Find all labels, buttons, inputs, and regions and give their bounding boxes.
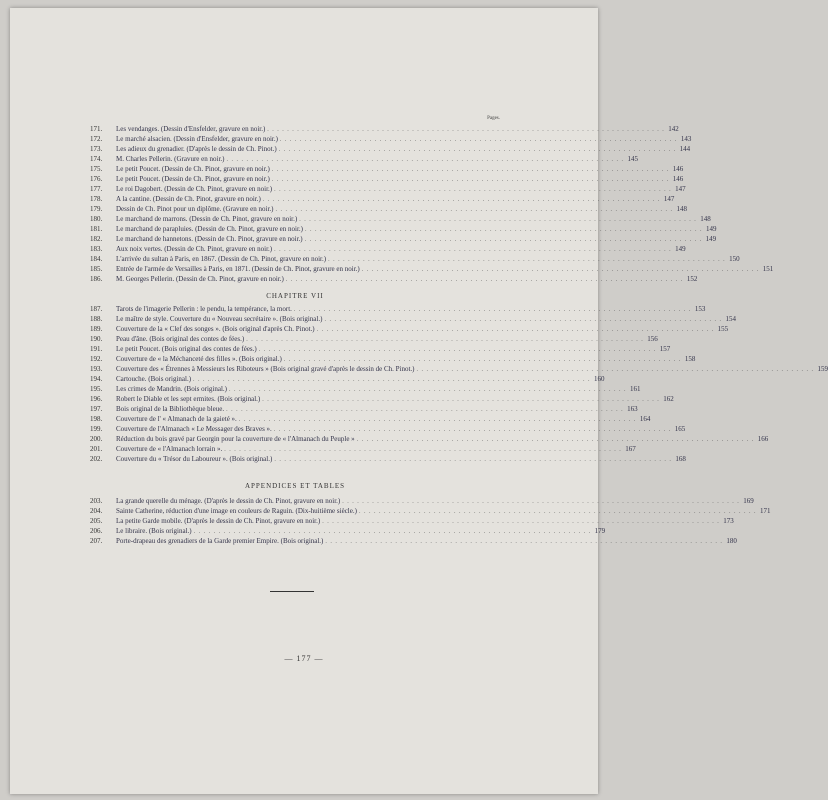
toc-entry — [90, 404, 638, 414]
dot-leader: . . . . . . . . . . . . . . . . . . . . . . . . . . . . . . . . . . . . . . . . . . . . . . . . . . . . . . . . . . . . . . . . . . . . . . . . . . . . . . . . — [271, 167, 670, 173]
dot-leader: . . . . . . . . . . . . . . . . . . . . . . . . . . . . . . . . . . . . . . . . . . . . . . . . . . . . . . . . . . . . . . . . . . . . . . . . . . . . . . . . — [361, 267, 760, 273]
entry-number: 180. — [90, 215, 103, 223]
entry-page-number: 143 — [680, 135, 692, 143]
dot-leader: . . . . . . . . . . . . . . . . . . . . . . . . . . . . . . . . . . . . . . . . . . . . . . . . . . . . . . . . . . . . . . . . . . . . . . . . . . . . . . . . — [246, 337, 644, 343]
dot-leader: . . . . . . . . . . . . . . . . . . . . . . . . . . . . . . . . . . . . . . . . . . . . . . . . . . . . . . . . . . . . . . . . . . . . . . . . . . . . . . . . — [283, 357, 682, 363]
section-chapter-vi-continued — [90, 124, 774, 284]
dot-leader: . . . . . . . . . . . . . . . . . . . . . . . . . . . . . . . . . . . . . . . . . . . . . . . . . . . . . . . . . . . . . . . . . . . . . . . . . . . . . . . . — [293, 307, 692, 313]
entry-page-number: 173 — [723, 517, 734, 525]
entry-page-number: 165 — [674, 425, 686, 433]
toc-entry — [90, 164, 684, 174]
entry-page-number: 154 — [725, 315, 736, 323]
entry-number: 203. — [90, 497, 103, 505]
entry-title: Le libraire. (Bois original.) — [116, 527, 192, 535]
entry-title: Couverture de « la Méchanceté des filles ». (Bois original.) — [116, 355, 282, 363]
entry-title: Le petit Poucet. (Dessin de Ch. Pinot, gravure en noir.) — [116, 175, 270, 183]
pages-column-label: Pages. — [487, 116, 500, 121]
entry-page-number: 148 — [700, 215, 711, 223]
dot-leader: . . . . . . . . . . . . . . . . . . . . . . . . . . . . . . . . . . . . . . . . . . . . . . . . . . . . . . . . . . . . . . . . . . . . . . . . . . . . . . . . — [258, 347, 657, 353]
dot-leader: . . . . . . . . . . . . . . . . . . . . . . . . . . . . . . . . . . . . . . . . . . . . . . . . . . . . . . . . . . . . . . . . . . . . . . . . . . . . . . . . — [274, 247, 672, 253]
dot-leader: . . . . . . . . . . . . . . . . . . . . . . . . . . . . . . . . . . . . . . . . . . . . . . . . . . . . . . . . . . . . . . . . . . . . . . . . . . . . . . . . — [316, 327, 715, 333]
entry-number: 197. — [90, 405, 103, 413]
entry-title: Couverture de l' « Almanach de la gaieté ». — [116, 415, 237, 423]
book-page — [10, 8, 828, 794]
toc-entry — [90, 234, 717, 244]
toc-entry — [90, 374, 605, 384]
entry-title: Le petit Poucet. (Bois original des contes de fées.) — [116, 345, 257, 353]
entry-page-number: 146 — [672, 175, 684, 183]
entry-page-number: 149 — [706, 225, 717, 233]
dot-leader: . . . . . . . . . . . . . . . . . . . . . . . . . . . . . . . . . . . . . . . . . . . . . . . . . . . . . . . . . . . . . . . . . . . . . . . . . . . . . . . . — [324, 317, 722, 323]
entry-number: 205. — [90, 517, 103, 525]
entry-title: Le marchand de parapluies. (Dessin de Ch. Pinot, gravure en noir.) — [116, 225, 304, 233]
entry-number: 188. — [90, 315, 103, 323]
toc-entry — [90, 444, 636, 454]
dot-leader: . . . . . . . . . . . . . . . . . . . . . . . . . . . . . . . . . . . . . . . . . . . . . . . . . . . . . . . . . . . . . . . . . . . . . . . . . . . . . . . . — [229, 387, 627, 393]
entry-title: Les adieux du grenadier. (D'après le dessin de Ch. Pinot.) — [116, 145, 277, 153]
dot-leader: . . . . . . . . . . . . . . . . . . . . . . . . . . . . . . . . . . . . . . . . . . . . . . . . . . . . . . . . . . . . . . . . . . . . . . . . . . . . . . . . — [322, 519, 720, 525]
toc-entry — [90, 174, 684, 184]
toc-entry — [90, 184, 686, 194]
entry-title: Les crimes de Mandrin. (Bois original.) — [116, 385, 228, 393]
dot-leader: . . . . . . . . . . . . . . . . . . . . . . . . . . . . . . . . . . . . . . . . . . . . . . . . . . . . . . . . . . . . . . . . . . . . . . . . . . . . . . . . — [226, 407, 624, 413]
entry-title: Couverture de « l'Almanach lorrain ». — [116, 445, 223, 453]
entry-number: 201. — [90, 445, 103, 453]
toc-entry — [90, 334, 658, 344]
entry-number: 172. — [90, 135, 103, 143]
entry-title: Sainte Catherine, réduction d'une image en couleurs de Raguin. (Dix-huitième siècle.) — [116, 507, 357, 515]
dot-leader: . . . . . . . . . . . . . . . . . . . . . . . . . . . . . . . . . . . . . . . . . . . . . . . . . . . . . . . . . . . . . . . . . . . . . . . . . . . . . . . . — [271, 177, 670, 183]
entry-title: La petite Garde mobile. (D'après le dessin de Ch. Pinot, gravure en noir.) — [116, 517, 321, 525]
dot-leader: . . . . . . . . . . . . . . . . . . . . . . . . . . . . . . . . . . . . . . . . . . . . . . . . . . . . . . . . . . . . . . . . . . . . . . . . . . . . . . . . — [267, 127, 665, 133]
entry-page-number: 153 — [694, 305, 706, 313]
entry-number: 184. — [90, 255, 103, 263]
dot-leader: . . . . . . . . . . . . . . . . . . . . . . . . . . . . . . . . . . . . . . . . . . . . . . . . . . . . . . . . . . . . . . . . . . . . . . . . . . . . . . . . — [275, 207, 673, 213]
toc-entry — [90, 304, 706, 314]
entry-page-number: 150 — [729, 255, 740, 263]
entry-number: 173. — [90, 145, 103, 153]
entry-title: M. Georges Pellerin. (Dessin de Ch. Pinot, gravure en noir.) — [116, 275, 284, 283]
entry-number: 185. — [90, 265, 103, 273]
entry-page-number: 145 — [627, 155, 638, 163]
entry-number: 182. — [90, 235, 103, 243]
entry-page-number: 156 — [647, 335, 658, 343]
dot-leader: . . . . . . . . . . . . . . . . . . . . . . . . . . . . . . . . . . . . . . . . . . . . . . . . . . . . . . . . . . . . . . . . . . . . . . . . . . . . . . . . — [325, 539, 723, 545]
entry-title: Peau d'âne. (Bois original des contes de fées.) — [116, 335, 245, 343]
entry-page-number: 166 — [757, 435, 769, 443]
entry-title: Le maître de style. Couverture du « Nouveau secrétaire ». (Bois original.) — [116, 315, 323, 323]
entry-page-number: 160 — [594, 375, 605, 383]
entry-page-number: 151 — [762, 265, 774, 273]
toc-entry — [90, 144, 691, 154]
entry-number: 204. — [90, 507, 103, 515]
entry-number: 174. — [90, 155, 103, 163]
entry-title: L'arrivée du sultan à Paris, en 1867. (Dessin de Ch. Pinot, gravure en noir.) — [116, 255, 327, 263]
toc-entry — [90, 254, 740, 264]
entry-page-number: 158 — [684, 355, 696, 363]
entry-title: Couverture du « Trésor du Laboureur ». (Bois original.) — [116, 455, 273, 463]
toc-entry — [90, 204, 687, 214]
separator-rule — [270, 591, 314, 592]
entry-page-number: 155 — [717, 325, 729, 333]
toc-entry — [90, 214, 711, 224]
entry-number: 199. — [90, 425, 103, 433]
entry-number: 196. — [90, 395, 103, 403]
dot-leader: . . . . . . . . . . . . . . . . . . . . . . . . . . . . . . . . . . . . . . . . . . . . . . . . . . . . . . . . . . . . . . . . . . . . . . . . . . . . . . . . — [285, 277, 684, 283]
entry-title: Dessin de Ch. Pinot pour un diplôme. (Gravure en noir.) — [116, 205, 274, 213]
entry-number: 179. — [90, 205, 103, 213]
toc-entry — [90, 506, 771, 516]
toc-entry — [90, 244, 686, 254]
dot-leader: . . . . . . . . . . . . . . . . . . . . . . . . . . . . . . . . . . . . . . . . . . . . . . . . . . . . . . . . . . . . . . . . . . . . . . . . . . . . . . . . — [274, 187, 672, 193]
dot-leader: . . . . . . . . . . . . . . . . . . . . . . . . . . . . . . . . . . . . . . . . . . . . . . . . . . . . . . . . . . . . . . . . . . . . . . . . . . . . . . . . — [226, 157, 624, 163]
entry-number: 206. — [90, 527, 103, 535]
dot-leader: . . . . . . . . . . . . . . . . . . . . . . . . . . . . . . . . . . . . . . . . . . . . . . . . . . . . . . . . . . . . . . . . . . . . . . . . . . . . . . . . — [193, 529, 592, 535]
toc-entry — [90, 224, 717, 234]
entry-title: Couverture de l'Almanach « Le Messager des Braves ». — [116, 425, 272, 433]
entry-page-number: 162 — [663, 395, 674, 403]
toc-entry — [90, 154, 638, 164]
entry-page-number: 152 — [686, 275, 698, 283]
toc-entry — [90, 134, 692, 144]
toc-entry — [90, 354, 696, 364]
entry-number: 191. — [90, 345, 103, 353]
entry-title: Le marché alsacien. (Dessin d'Ensfelder, gravure en noir.) — [116, 135, 278, 143]
entry-page-number: 159 — [817, 365, 828, 373]
entry-page-number: 142 — [668, 125, 679, 133]
entry-page-number: 171 — [759, 507, 771, 515]
entry-number: 200. — [90, 435, 103, 443]
entry-number: 176. — [90, 175, 103, 183]
entry-title: Les vendanges. (Dessin d'Ensfelder, gravure en noir.) — [116, 125, 266, 133]
toc-entry — [90, 324, 729, 334]
toc-entry — [90, 526, 606, 536]
entry-number: 175. — [90, 165, 103, 173]
dot-leader: . . . . . . . . . . . . . . . . . . . . . . . . . . . . . . . . . . . . . . . . . . . . . . . . . . . . . . . . . . . . . . . . . . . . . . . . . . . . . . . . — [193, 377, 591, 383]
dot-leader: . . . . . . . . . . . . . . . . . . . . . . . . . . . . . . . . . . . . . . . . . . . . . . . . . . . . . . . . . . . . . . . . . . . . . . . . . . . . . . . . — [416, 367, 815, 373]
entry-page-number: 147 — [675, 185, 686, 193]
entry-number: 195. — [90, 385, 103, 393]
entry-page-number: 149 — [675, 245, 686, 253]
entry-title: Le marchand de marrons. (Dessin de Ch. Pinot, gravure en noir.) — [116, 215, 298, 223]
entry-page-number: 161 — [630, 385, 641, 393]
entry-title: M. Charles Pellerin. (Gravure en noir.) — [116, 155, 225, 163]
toc-entry — [90, 394, 674, 404]
entry-page-number: 157 — [659, 345, 671, 353]
dot-leader: . . . . . . . . . . . . . . . . . . . . . . . . . . . . . . . . . . . . . . . . . . . . . . . . . . . . . . . . . . . . . . . . . . . . . . . . . . . . . . . . — [304, 237, 703, 243]
toc-entry — [90, 364, 828, 374]
entry-page-number: 180 — [726, 537, 737, 545]
entry-title: Le marchand de hannetons. (Dessin de Ch. Pinot, gravure en noir.) — [116, 235, 303, 243]
entry-page-number: 168 — [675, 455, 686, 463]
toc-entry — [90, 516, 734, 526]
dot-leader: . . . . . . . . . . . . . . . . . . . . . . . . . . . . . . . . . . . . . . . . . . . . . . . . . . . . . . . . . . . . . . . . . . . . . . . . . . . . . . . . — [238, 417, 637, 423]
toc-entry — [90, 434, 769, 444]
entry-page-number: 147 — [663, 195, 675, 203]
entry-page-number: 146 — [672, 165, 684, 173]
entry-title: Couverture de la « Clef des songes ». (Bois original d'après Ch. Pinot.) — [116, 325, 315, 333]
entry-title: Entrée de l'armée de Versailles à Paris, en 1871. (Dessin de Ch. Pinot, gravure en noir.) — [116, 265, 360, 273]
entry-number: 177. — [90, 185, 103, 193]
entry-number: 183. — [90, 245, 103, 253]
dot-leader: . . . . . . . . . . . . . . . . . . . . . . . . . . . . . . . . . . . . . . . . . . . . . . . . . . . . . . . . . . . . . . . . . . . . . . . . . . . . . . . . — [342, 499, 740, 505]
dot-leader: . . . . . . . . . . . . . . . . . . . . . . . . . . . . . . . . . . . . . . . . . . . . . . . . . . . . . . . . . . . . . . . . . . . . . . . . . . . . . . . . — [274, 457, 672, 463]
toc-entry — [90, 274, 698, 284]
dot-leader: . . . . . . . . . . . . . . . . . . . . . . . . . . . . . . . . . . . . . . . . . . . . . . . . . . . . . . . . . . . . . . . . . . . . . . . . . . . . . . . . — [328, 257, 726, 263]
section-chapter-vii — [90, 304, 828, 464]
entry-number: 193. — [90, 365, 103, 373]
entry-title: Réduction du bois gravé par Georgin pour la couverture de « l'Almanach du Peuple » — [116, 435, 355, 443]
dot-leader: . . . . . . . . . . . . . . . . . . . . . . . . . . . . . . . . . . . . . . . . . . . . . . . . . . . . . . . . . . . . . . . . . . . . . . . . . . . . . . . . — [262, 197, 661, 203]
entry-title: Le roi Dagobert. (Dessin de Ch. Pinot, gravure en noir.) — [116, 185, 273, 193]
entry-page-number: 164 — [639, 415, 651, 423]
dot-leader: . . . . . . . . . . . . . . . . . . . . . . . . . . . . . . . . . . . . . . . . . . . . . . . . . . . . . . . . . . . . . . . . . . . . . . . . . . . . . . . . — [299, 217, 697, 223]
toc-entry — [90, 264, 774, 274]
entry-title: Le petit Poucet. (Dessin de Ch. Pinot, gravure en noir.) — [116, 165, 270, 173]
toc-entry — [90, 384, 641, 394]
entry-title: Couverture des « Étrennes à Messieurs les Riboteurs » (Bois original gravé d'après le dessin de Ch. Pinot.) — [116, 365, 415, 373]
entry-number: 187. — [90, 305, 103, 313]
appendices-title: APPENDICES ET TABLES — [244, 482, 346, 490]
entry-number: 171. — [90, 125, 103, 133]
page-number: — 177 — — [284, 654, 324, 663]
section-appendices — [90, 496, 771, 546]
dot-leader: . . . . . . . . . . . . . . . . . . . . . . . . . . . . . . . . . . . . . . . . . . . . . . . . . . . . . . . . . . . . . . . . . . . . . . . . . . . . . . . . — [278, 147, 677, 153]
entry-number: 181. — [90, 225, 103, 233]
entry-title: Aux noix vertes. (Dessin de Ch. Pinot, gravure en noir.) — [116, 245, 273, 253]
entry-number: 186. — [90, 275, 103, 283]
entry-page-number: 149 — [705, 235, 717, 243]
toc-entry — [90, 454, 686, 464]
entry-number: 189. — [90, 325, 103, 333]
entry-number: 207. — [90, 537, 103, 545]
entry-number: 190. — [90, 335, 103, 343]
entry-title: La grande querelle du ménage. (D'après le dessin de Ch. Pinot, gravure en noir.) — [116, 497, 341, 505]
toc-entry — [90, 194, 675, 204]
entry-title: Cartouche. (Bois original.) — [116, 375, 192, 383]
entry-title: Bois original de la Bibliothèque bleue. — [116, 405, 225, 413]
toc-entry — [90, 314, 736, 324]
entry-title: A la cantine. (Dessin de Ch. Pinot, gravure en noir.) — [116, 195, 261, 203]
toc-entry — [90, 424, 686, 434]
dot-leader: . . . . . . . . . . . . . . . . . . . . . . . . . . . . . . . . . . . . . . . . . . . . . . . . . . . . . . . . . . . . . . . . . . . . . . . . . . . . . . . . — [305, 227, 703, 233]
dot-leader: . . . . . . . . . . . . . . . . . . . . . . . . . . . . . . . . . . . . . . . . . . . . . . . . . . . . . . . . . . . . . . . . . . . . . . . . . . . . . . . . — [279, 137, 678, 143]
entry-page-number: 169 — [743, 497, 754, 505]
entry-title: Robert le Diable et les sept ermites. (Bois original.) — [116, 395, 261, 403]
entry-page-number: 167 — [625, 445, 636, 453]
chapter-vii-title: CHAPITRE VII — [266, 292, 324, 300]
dot-leader: . . . . . . . . . . . . . . . . . . . . . . . . . . . . . . . . . . . . . . . . . . . . . . . . . . . . . . . . . . . . . . . . . . . . . . . . . . . . . . . . — [262, 397, 660, 403]
toc-entry — [90, 496, 754, 506]
dot-leader: . . . . . . . . . . . . . . . . . . . . . . . . . . . . . . . . . . . . . . . . . . . . . . . . . . . . . . . . . . . . . . . . . . . . . . . . . . . . . . . . — [273, 427, 672, 433]
dot-leader: . . . . . . . . . . . . . . . . . . . . . . . . . . . . . . . . . . . . . . . . . . . . . . . . . . . . . . . . . . . . . . . . . . . . . . . . . . . . . . . . — [356, 437, 755, 443]
toc-entry — [90, 536, 737, 546]
entry-number: 194. — [90, 375, 103, 383]
entry-page-number: 144 — [679, 145, 691, 153]
toc-entry — [90, 344, 671, 354]
entry-title: Tarots de l'imagerie Pellerin : le pendu, la tempérance, la mort. — [116, 305, 292, 313]
dot-leader: . . . . . . . . . . . . . . . . . . . . . . . . . . . . . . . . . . . . . . . . . . . . . . . . . . . . . . . . . . . . . . . . . . . . . . . . . . . . . . . . — [224, 447, 622, 453]
entry-title: Porte-drapeau des grenadiers de la Garde premier Empire. (Bois original.) — [116, 537, 324, 545]
entry-page-number: 179 — [594, 527, 606, 535]
entry-number: 198. — [90, 415, 103, 423]
dot-leader: . . . . . . . . . . . . . . . . . . . . . . . . . . . . . . . . . . . . . . . . . . . . . . . . . . . . . . . . . . . . . . . . . . . . . . . . . . . . . . . . — [358, 509, 757, 515]
entry-page-number: 148 — [676, 205, 687, 213]
entry-number: 202. — [90, 455, 103, 463]
toc-entry — [90, 414, 651, 424]
entry-number: 178. — [90, 195, 103, 203]
entry-page-number: 163 — [627, 405, 638, 413]
entry-number: 192. — [90, 355, 103, 363]
toc-entry — [90, 124, 679, 134]
